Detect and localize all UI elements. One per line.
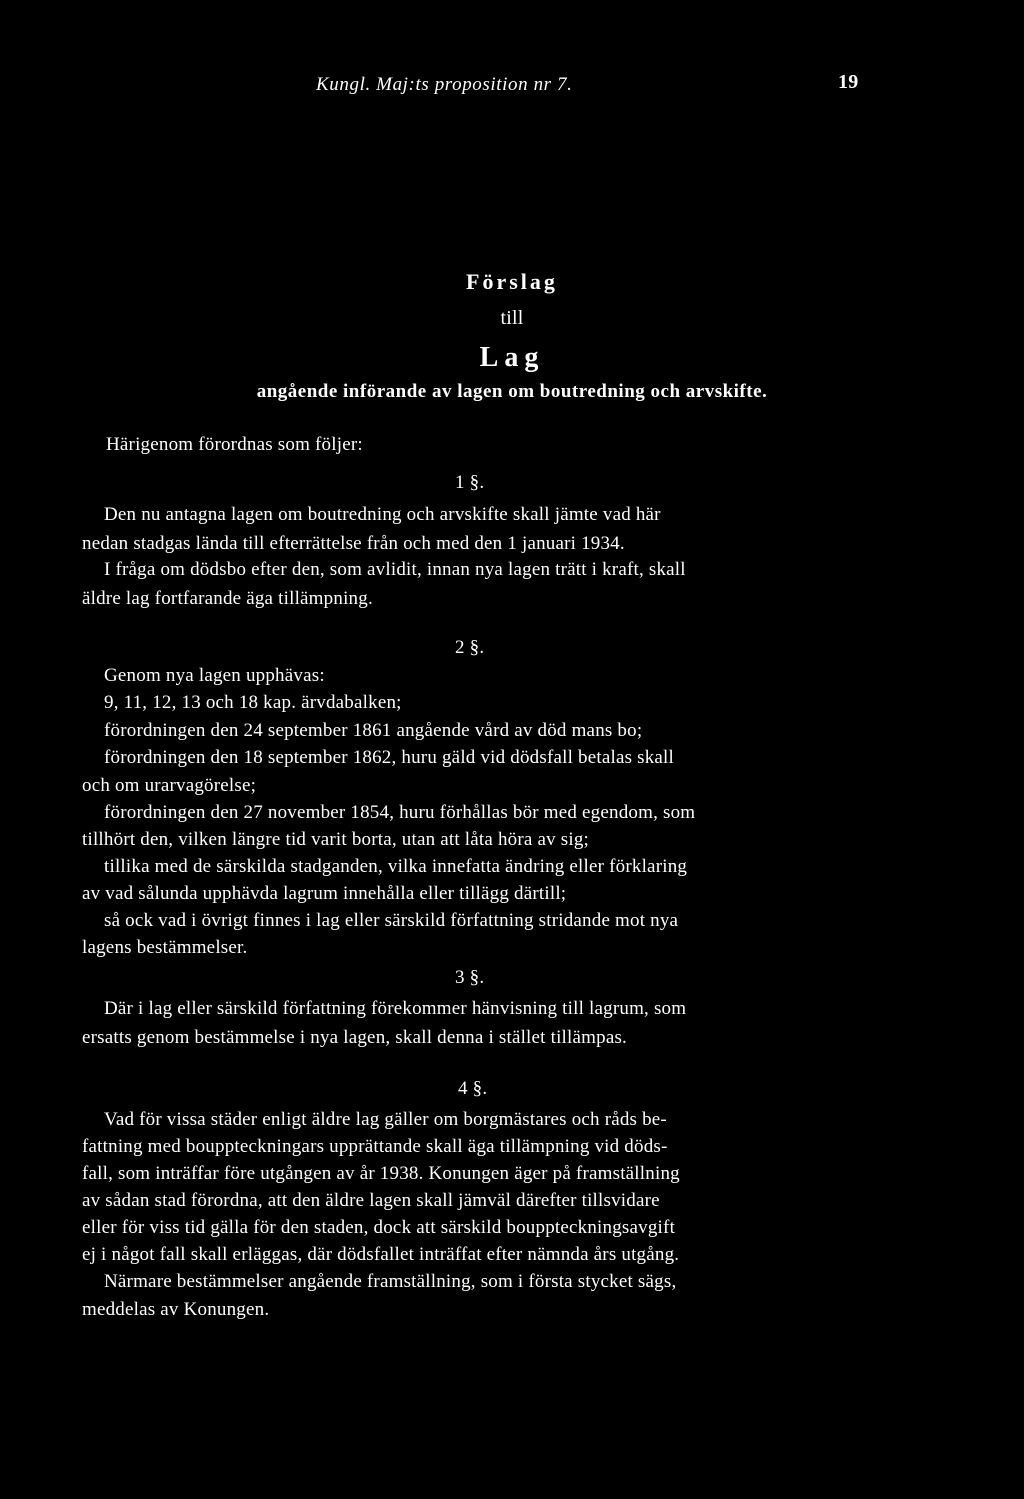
heading-forslag: Förslag xyxy=(466,269,558,294)
section-4-line: ej i något fall skall erläggas, där dödsfallet inträffat efter nämnda års utgång. xyxy=(82,1244,680,1265)
section-2-line: förordningen den 18 september 1862, huru gäld vid dödsfall betalas skall xyxy=(104,747,675,768)
section-3-label: 3 §. xyxy=(455,967,485,988)
section-1-line: äldre lag fortfarande äga tillämpning. xyxy=(82,588,373,609)
preamble: Härigenom förordnas som följer: xyxy=(106,434,363,455)
section-1-line: Den nu antagna lagen om boutredning och arvskifte skall jämte vad här xyxy=(104,504,661,525)
section-2-line: förordningen den 27 november 1854, huru förhållas bör med egendom, som xyxy=(104,802,696,823)
section-1-label: 1 §. xyxy=(455,472,485,493)
section-4-line: meddelas av Konungen. xyxy=(82,1299,270,1320)
section-2-line: förordningen den 24 september 1861 angående vård av död mans bo; xyxy=(104,720,643,741)
section-4-line: av sådan stad förordna, att den äldre lagen skall jämväl därefter tillsvidare xyxy=(82,1190,660,1211)
section-4-line: fall, som inträffar före utgången av år 1938. Konungen äger på framställning xyxy=(82,1163,680,1184)
section-2-line: lagens bestämmelser. xyxy=(82,937,248,958)
section-4-line: eller för viss tid gälla för den staden, dock att särskild bouppteckningsavgift xyxy=(82,1217,676,1238)
section-2-label: 2 §. xyxy=(455,637,485,658)
section-1-line: nedan stadgas lända till efterrättelse från och med den 1 januari 1934. xyxy=(82,533,625,554)
running-title: Kungl. Maj:ts proposition nr 7. xyxy=(316,74,573,95)
section-2-line: av vad sålunda upphävda lagrum innehålla eller tillägg därtill; xyxy=(82,883,567,904)
section-4-line: Vad för vissa städer enligt äldre lag gäller om borgmästares och råds be- xyxy=(104,1109,667,1130)
section-3-line: ersatts genom bestämmelse i nya lagen, skall denna i stället tillämpas. xyxy=(82,1027,628,1048)
section-4-line: fattning med bouppteckningars upprättande skall äga tillämpning vid döds- xyxy=(82,1136,668,1157)
section-2-line: Genom nya lagen upphävas: xyxy=(104,665,325,686)
section-1-line: I fråga om dödsbo efter den, som avlidit, innan nya lagen trätt i kraft, skall xyxy=(104,559,686,580)
section-2-line: så ock vad i övrigt finnes i lag eller särskild författning stridande mot nya xyxy=(104,910,679,931)
heading-subject: angående införande av lagen om boutredning och arvskifte. xyxy=(256,381,768,402)
section-2-line: och om urarvagörelse; xyxy=(82,775,257,796)
page-number: 19 xyxy=(838,71,859,93)
section-2-line: tillhört den, vilken längre tid varit borta, utan att låta höra av sig; xyxy=(82,829,590,850)
heading-lag: Lag xyxy=(479,342,545,373)
section-4-label: 4 §. xyxy=(458,1078,488,1099)
heading-till: till xyxy=(500,307,524,329)
section-2-line: tillika med de särskilda stadganden, vilka innefatta ändring eller förklaring xyxy=(104,856,688,877)
section-3-line: Där i lag eller särskild författning förekommer hänvisning till lagrum, som xyxy=(104,998,687,1019)
section-2-line: 9, 11, 12, 13 och 18 kap. ärvdabalken; xyxy=(104,692,402,713)
section-4-line: Närmare bestämmelser angående framställning, som i första stycket sägs, xyxy=(104,1271,677,1292)
